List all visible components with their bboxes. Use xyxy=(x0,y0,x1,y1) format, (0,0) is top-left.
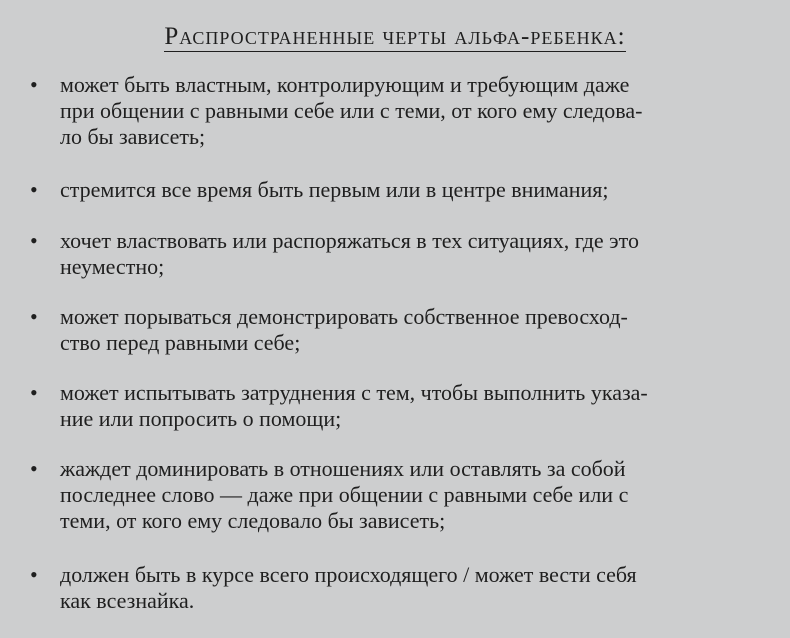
list-item-line: последнее слово — даже при общении с равными себе или с xyxy=(60,482,629,507)
list-item-line: ло бы зависеть; xyxy=(60,124,206,149)
list-item-line: может испытывать затруднения с тем, чтобы выполнить указа- xyxy=(60,380,648,405)
list-item-line: может порываться демонстрировать собственное превосход- xyxy=(60,304,628,329)
bullet-icon: • xyxy=(30,456,38,481)
bullet-icon: • xyxy=(30,228,38,253)
list-item-line: должен быть в курсе всего происходящего / может вести себя xyxy=(60,562,637,587)
list-item-line: стремится все время быть первым или в центре внимания; xyxy=(60,177,609,202)
list-item-2 xyxy=(30,177,772,203)
list-item-5 xyxy=(30,380,772,432)
list-item-line: может быть властным, контролирующим и требующим даже xyxy=(60,72,630,97)
page-title xyxy=(0,22,790,52)
bullet-icon: • xyxy=(30,562,38,587)
page-title-text: Распространенные черты альфа-ребенка: xyxy=(164,23,626,50)
list-item-line: жаждет доминировать в отношениях или оставлять за собой xyxy=(60,456,626,481)
list-item-1 xyxy=(30,72,772,150)
bullet-icon: • xyxy=(30,304,38,329)
bullet-icon: • xyxy=(30,380,38,405)
list-item-line: как всезнайка. xyxy=(60,588,195,613)
list-item-line: при общении с равными себе или с теми, от кого ему следова- xyxy=(60,98,643,123)
bullet-icon: • xyxy=(30,177,38,202)
list-item-line: ство перед равными себе; xyxy=(60,330,301,355)
list-item-line: неуместно; xyxy=(60,254,165,279)
list-item-line: теми, от кого ему следовало бы зависеть; xyxy=(60,508,446,533)
list-item-line: хочет властвовать или распоряжаться в тех ситуациях, где это xyxy=(60,228,639,253)
list-item-7 xyxy=(30,562,772,614)
list-item-4 xyxy=(30,304,772,356)
bullet-icon: • xyxy=(30,72,38,97)
list-item-line: ние или попросить о помощи; xyxy=(60,406,342,431)
list-item-3 xyxy=(30,228,772,280)
list-item-6 xyxy=(30,456,772,534)
